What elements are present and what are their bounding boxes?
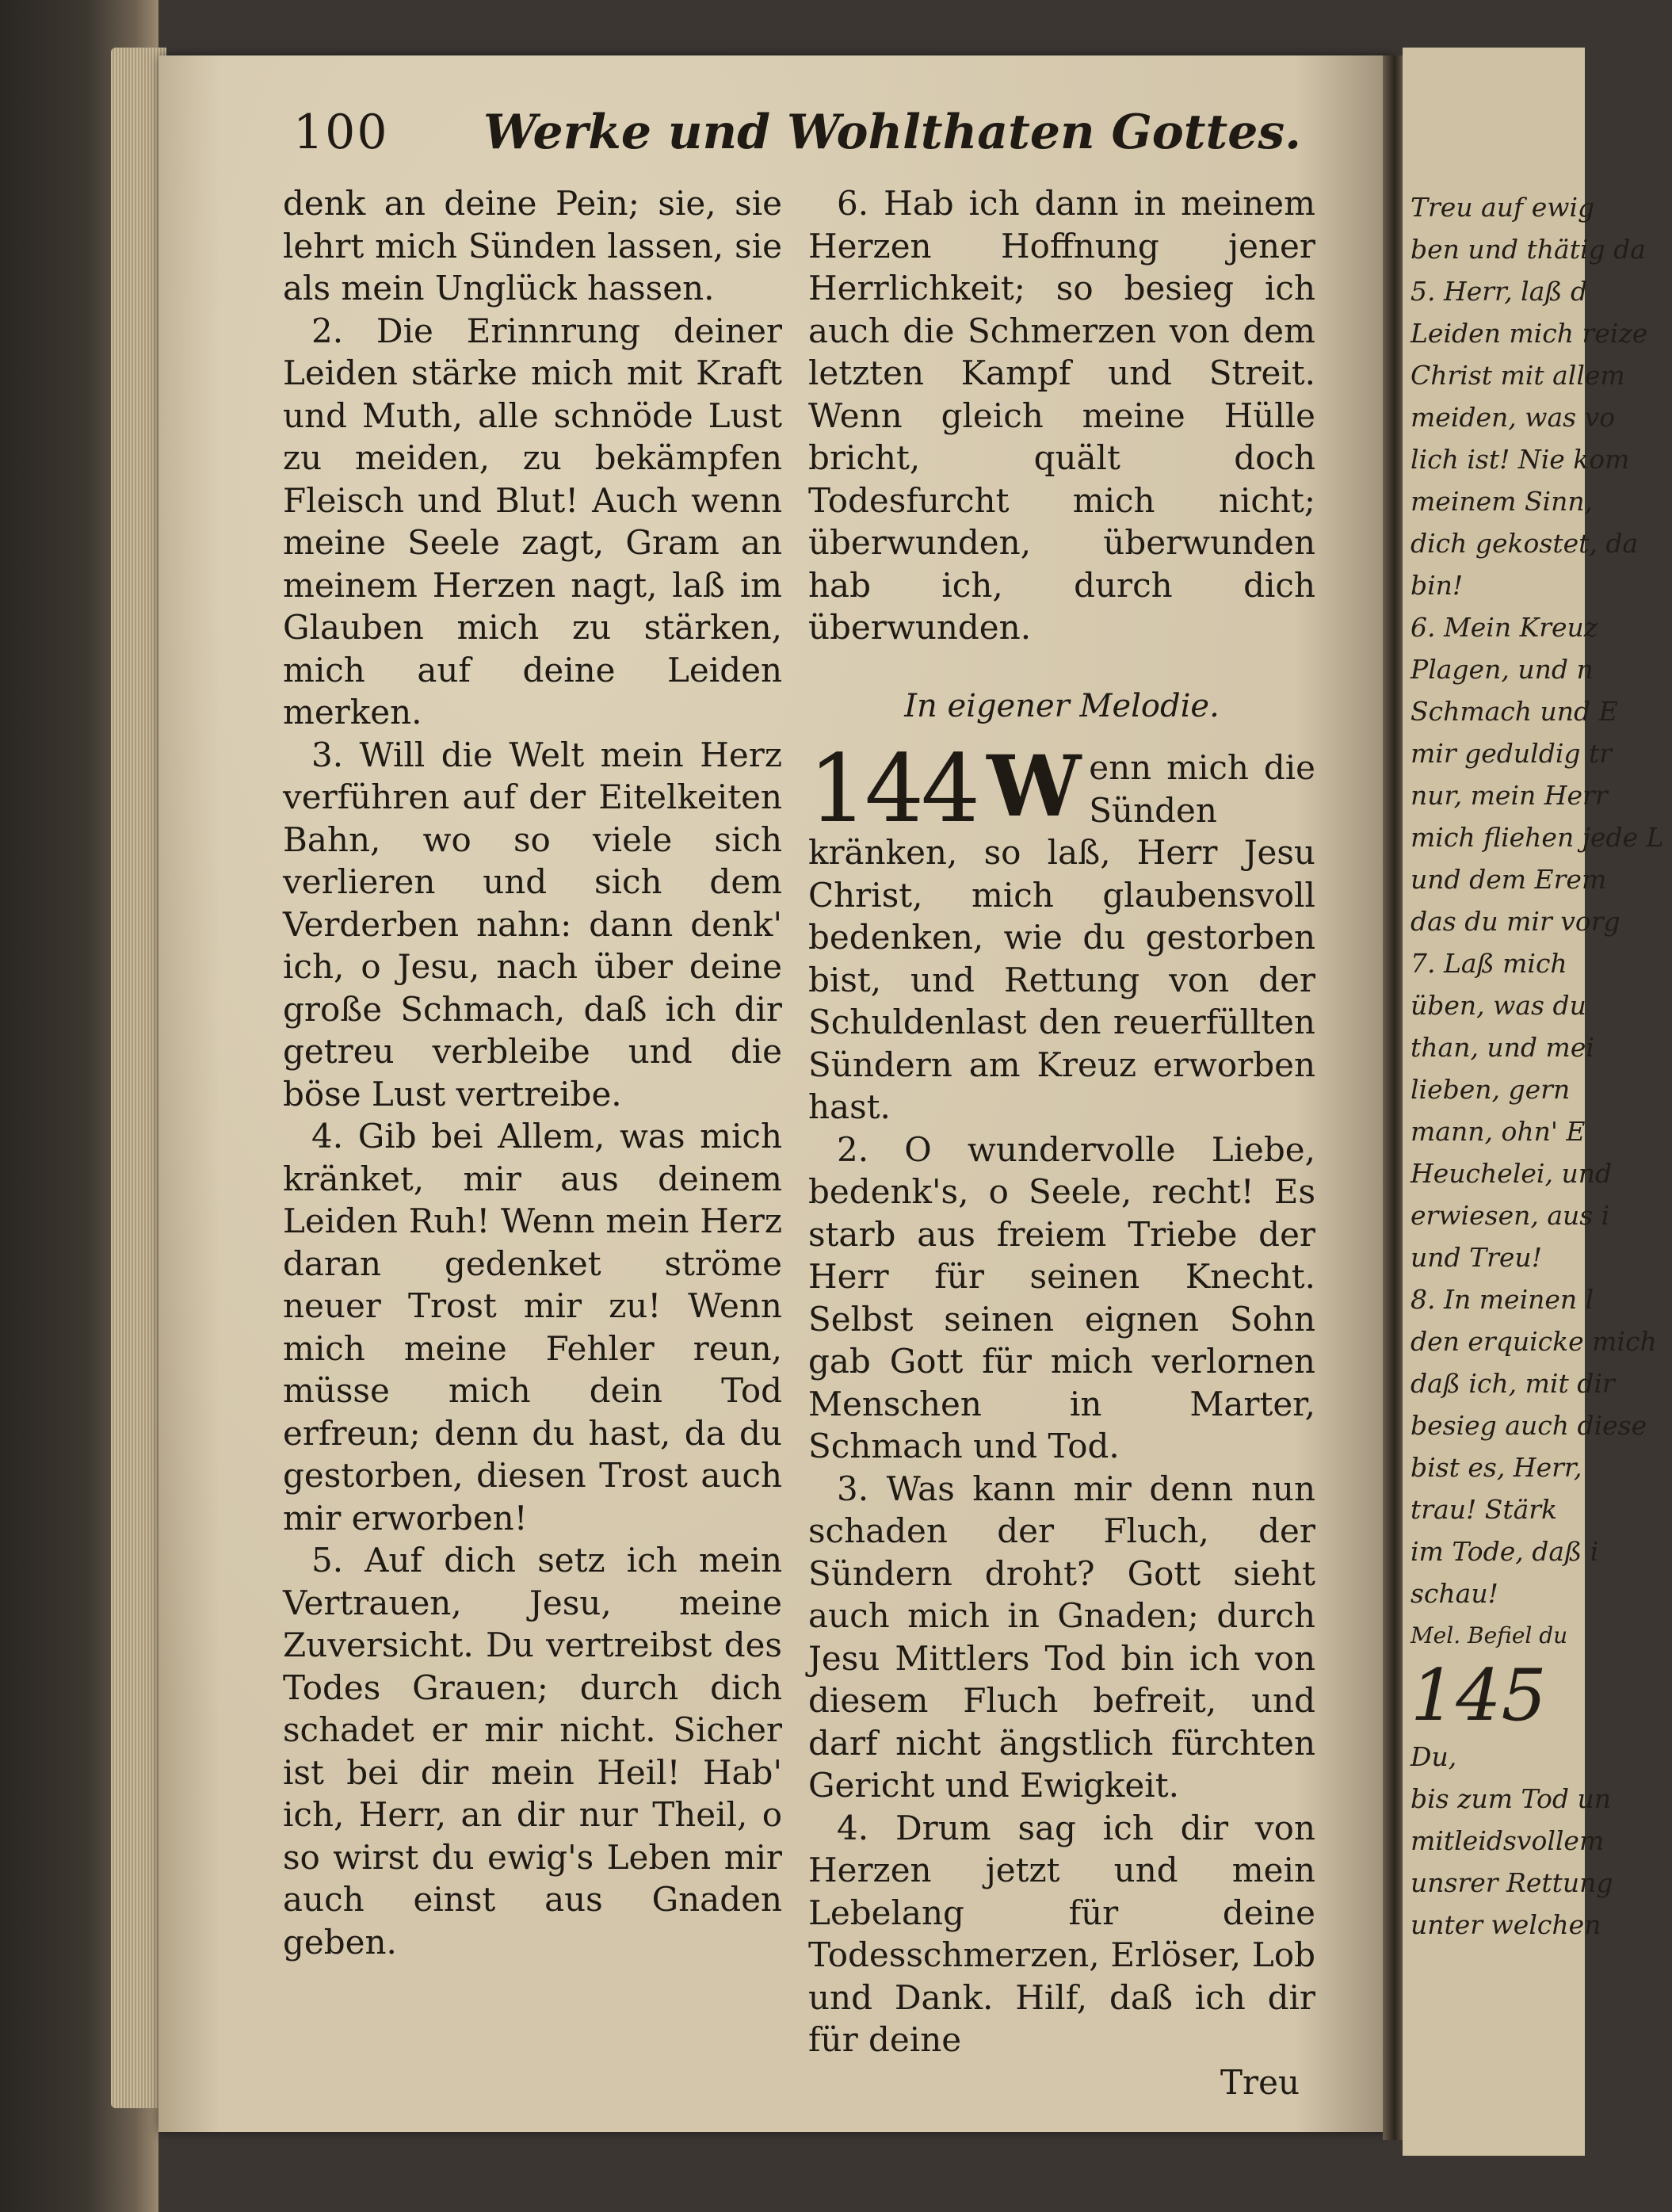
facing-hymn-line: unsrer Rettung xyxy=(1411,1867,1613,1898)
facing-page-line: erwiesen, aus i xyxy=(1411,1200,1610,1231)
facing-page-line: mir geduldig tr xyxy=(1411,738,1613,769)
facing-page-line: meiden, was vo xyxy=(1411,402,1616,433)
facing-page-line: 7. Laß mich xyxy=(1411,948,1567,979)
stanza-text: 5. Auf dich setz ich mein Vertrauen, Jesu, meine Zuversicht. Du vertreibst des Todes Grauen; durch dich schadet er mir nicht. Sicher ist bei dir mein Heil! Hab' ich, Herr, an dir nur Theil, o so wirst du ewig's Leben mir auch einst aus Gnaden geben. xyxy=(283,1541,782,1962)
right-column xyxy=(808,182,1315,2103)
page-number: 100 xyxy=(293,105,389,160)
facing-hymn-line: unter welchen xyxy=(1411,1909,1601,1940)
book-page xyxy=(158,55,1395,2132)
facing-page-lines xyxy=(1411,186,1672,1614)
stanza-text: 2. O wundervolle Liebe, bedenk's, o Seele, recht! Es starb aus freiem Triebe der Herr für seinen Knecht. Selbst seinen eignen Sohn gab Gott für mich verlornen Menschen in Marter, Schmach und Tod. xyxy=(808,1129,1315,1465)
facing-page-line: nur, mein Herr xyxy=(1411,780,1608,811)
facing-page-line: mann, ohn' E xyxy=(1411,1116,1586,1147)
facing-page-line: üben, was du xyxy=(1411,990,1586,1021)
facing-page-line: und Treu! xyxy=(1411,1242,1542,1273)
stanza-text: 3. Will die Welt mein Herz verführen auf der Eitelkeiten Bahn, wo so viele sich verlieren und sich dem Verderben nahn: dann denk' ich, o Jesu, nach über deine große Schmach, daß ich dir getreu verbleibe und die böse Lust vertreibe. xyxy=(283,735,782,1114)
facing-page-line: bin! xyxy=(1411,570,1464,601)
stanza-text: 2. Die Erinnrung deiner Leiden stärke mich mit Kraft und Muth, alle schnöde Lust zu meiden, zu bekämpfen Fleisch und Blut! Auch wenn meine Seele zagt, Gram an meinem Herzen nagt, laß im Glauben mich zu stärken, mich auf deine Leiden merken. xyxy=(283,311,782,732)
hymn-dropcap: W xyxy=(987,736,1082,835)
facing-hymn-line: mitleidsvollem xyxy=(1411,1825,1605,1856)
facing-page-line: lieben, gern xyxy=(1411,1074,1571,1105)
hymn-stanza-4 xyxy=(808,1807,1315,2061)
catchword: Treu xyxy=(1220,2062,1300,2102)
stanza-text: 4. Drum sag ich dir von Herzen jetzt und mein Lebelang für deine Todesschmerzen, Erlöser, Lob und Dank. Hilf, daß ich dir für deine xyxy=(808,1808,1315,2059)
stanza-continuation xyxy=(283,182,782,310)
facing-page-line: und dem Erem xyxy=(1411,864,1607,895)
facing-page-line: trau! Stärk xyxy=(1411,1494,1558,1525)
stanza-5 xyxy=(283,1539,782,1963)
facing-page-line: 5. Herr, laß d xyxy=(1411,276,1588,307)
facing-page-line: schau! xyxy=(1411,1578,1498,1609)
facing-page-line: Treu auf ewig xyxy=(1411,192,1595,223)
hymn-first-stanza xyxy=(808,734,1315,1129)
stanza-text: 6. Hab ich dann in meinem Herzen Hoffnung jener Herrlichkeit; so besieg ich auch die Schmerzen von dem letzten Kampf und Streit. Wenn gleich meine Hülle bricht, quält doch Todesfurcht mich nicht; überwunden, überwunden hab ich, durch dich überwunden. xyxy=(808,184,1315,647)
stanza-text: denk an deine Pein; sie, sie lehrt mich Sünden lassen, sie als mein Unglück hassen. xyxy=(283,184,782,308)
facing-page-line: im Tode, daß i xyxy=(1411,1536,1599,1567)
facing-hymn-line: bis zum Tod un xyxy=(1411,1783,1611,1814)
hymn-stanza-2 xyxy=(808,1129,1315,1468)
running-title: Werke und Wohlthaten Gottes. xyxy=(483,105,1302,160)
facing-page-line: besieg auch diese xyxy=(1411,1410,1647,1441)
facing-page-line: 8. In meinen l xyxy=(1411,1284,1594,1315)
facing-page-line: dich gekostet, da xyxy=(1411,528,1639,559)
facing-page-line: than, und mei xyxy=(1411,1032,1594,1063)
facing-page-line: mich fliehen jede L xyxy=(1411,822,1664,853)
facing-page-line: meinem Sinn, xyxy=(1411,486,1594,517)
hymn-number: 144 xyxy=(808,734,978,843)
facing-page-line: daß ich, mit dir xyxy=(1411,1368,1615,1399)
page-header xyxy=(293,105,1323,192)
stanza-4 xyxy=(283,1115,782,1539)
stanza-text: enn mich die Sünden kränken, so laß, Herr Jesu Christ, mich glaubensvoll bedenken, wie du gestorben bist, und Rettung von der Schuldenlast den reuerfüllten Sündern am Kreuz erworben hast. xyxy=(808,748,1315,1126)
stanza-6 xyxy=(808,182,1315,649)
stanza-3 xyxy=(283,734,782,1116)
facing-page-line: ben und thätig da xyxy=(1411,234,1646,265)
facing-page-line: Christ mit allem xyxy=(1411,360,1625,391)
facing-page-line: Plagen, und n xyxy=(1411,654,1594,685)
facing-hymn-number: 145 xyxy=(1411,1654,1547,1737)
facing-page xyxy=(1403,48,1664,2156)
stanza-2 xyxy=(283,310,782,734)
stanza-text: 3. Was kann mir denn nun schaden der Fluch, der Sündern droht? Gott sieht auch mich in Gnaden; durch Jesu Mittlers Tod bin ich von diesem Fluch befreit, und darf nicht ängstlich fürchten Gericht und Ewigkeit. xyxy=(808,1469,1315,1805)
facing-page-line: Schmach und E xyxy=(1411,696,1618,727)
facing-page-line: Heuchelei, und xyxy=(1411,1158,1613,1189)
facing-melody-line: Mel. Befiel du xyxy=(1411,1622,1568,1648)
melody-heading: In eigener Melodie. xyxy=(904,687,1220,724)
facing-page-line: lich ist! Nie kom xyxy=(1411,444,1630,475)
facing-hymn-lines xyxy=(1411,1736,1672,1946)
facing-page-text xyxy=(1411,186,1672,1946)
facing-page-line: bist es, Herr, xyxy=(1411,1452,1582,1483)
facing-page-line: den erquicke mich xyxy=(1411,1326,1657,1357)
hymn-144 xyxy=(808,734,1315,2103)
left-column xyxy=(283,182,782,1963)
facing-hymn-line: Du, xyxy=(1411,1741,1457,1772)
facing-page-line: das du mir vorg xyxy=(1411,906,1620,937)
facing-page-line: Leiden mich reize xyxy=(1411,318,1648,349)
stanza-text: 4. Gib bei Allem, was mich kränket, mir aus deinem Leiden Ruh! Wenn mein Herz daran gedenket ströme neuer Trost mir zu! Wenn mich meine Fehler reun, müsse mich dein Tod erfreun; denn du hast, da du gestorben, diesen Trost auch mir erworben! xyxy=(283,1117,782,1538)
facing-page-line: 6. Mein Kreuz xyxy=(1411,612,1598,643)
hymn-stanza-3 xyxy=(808,1468,1315,1807)
